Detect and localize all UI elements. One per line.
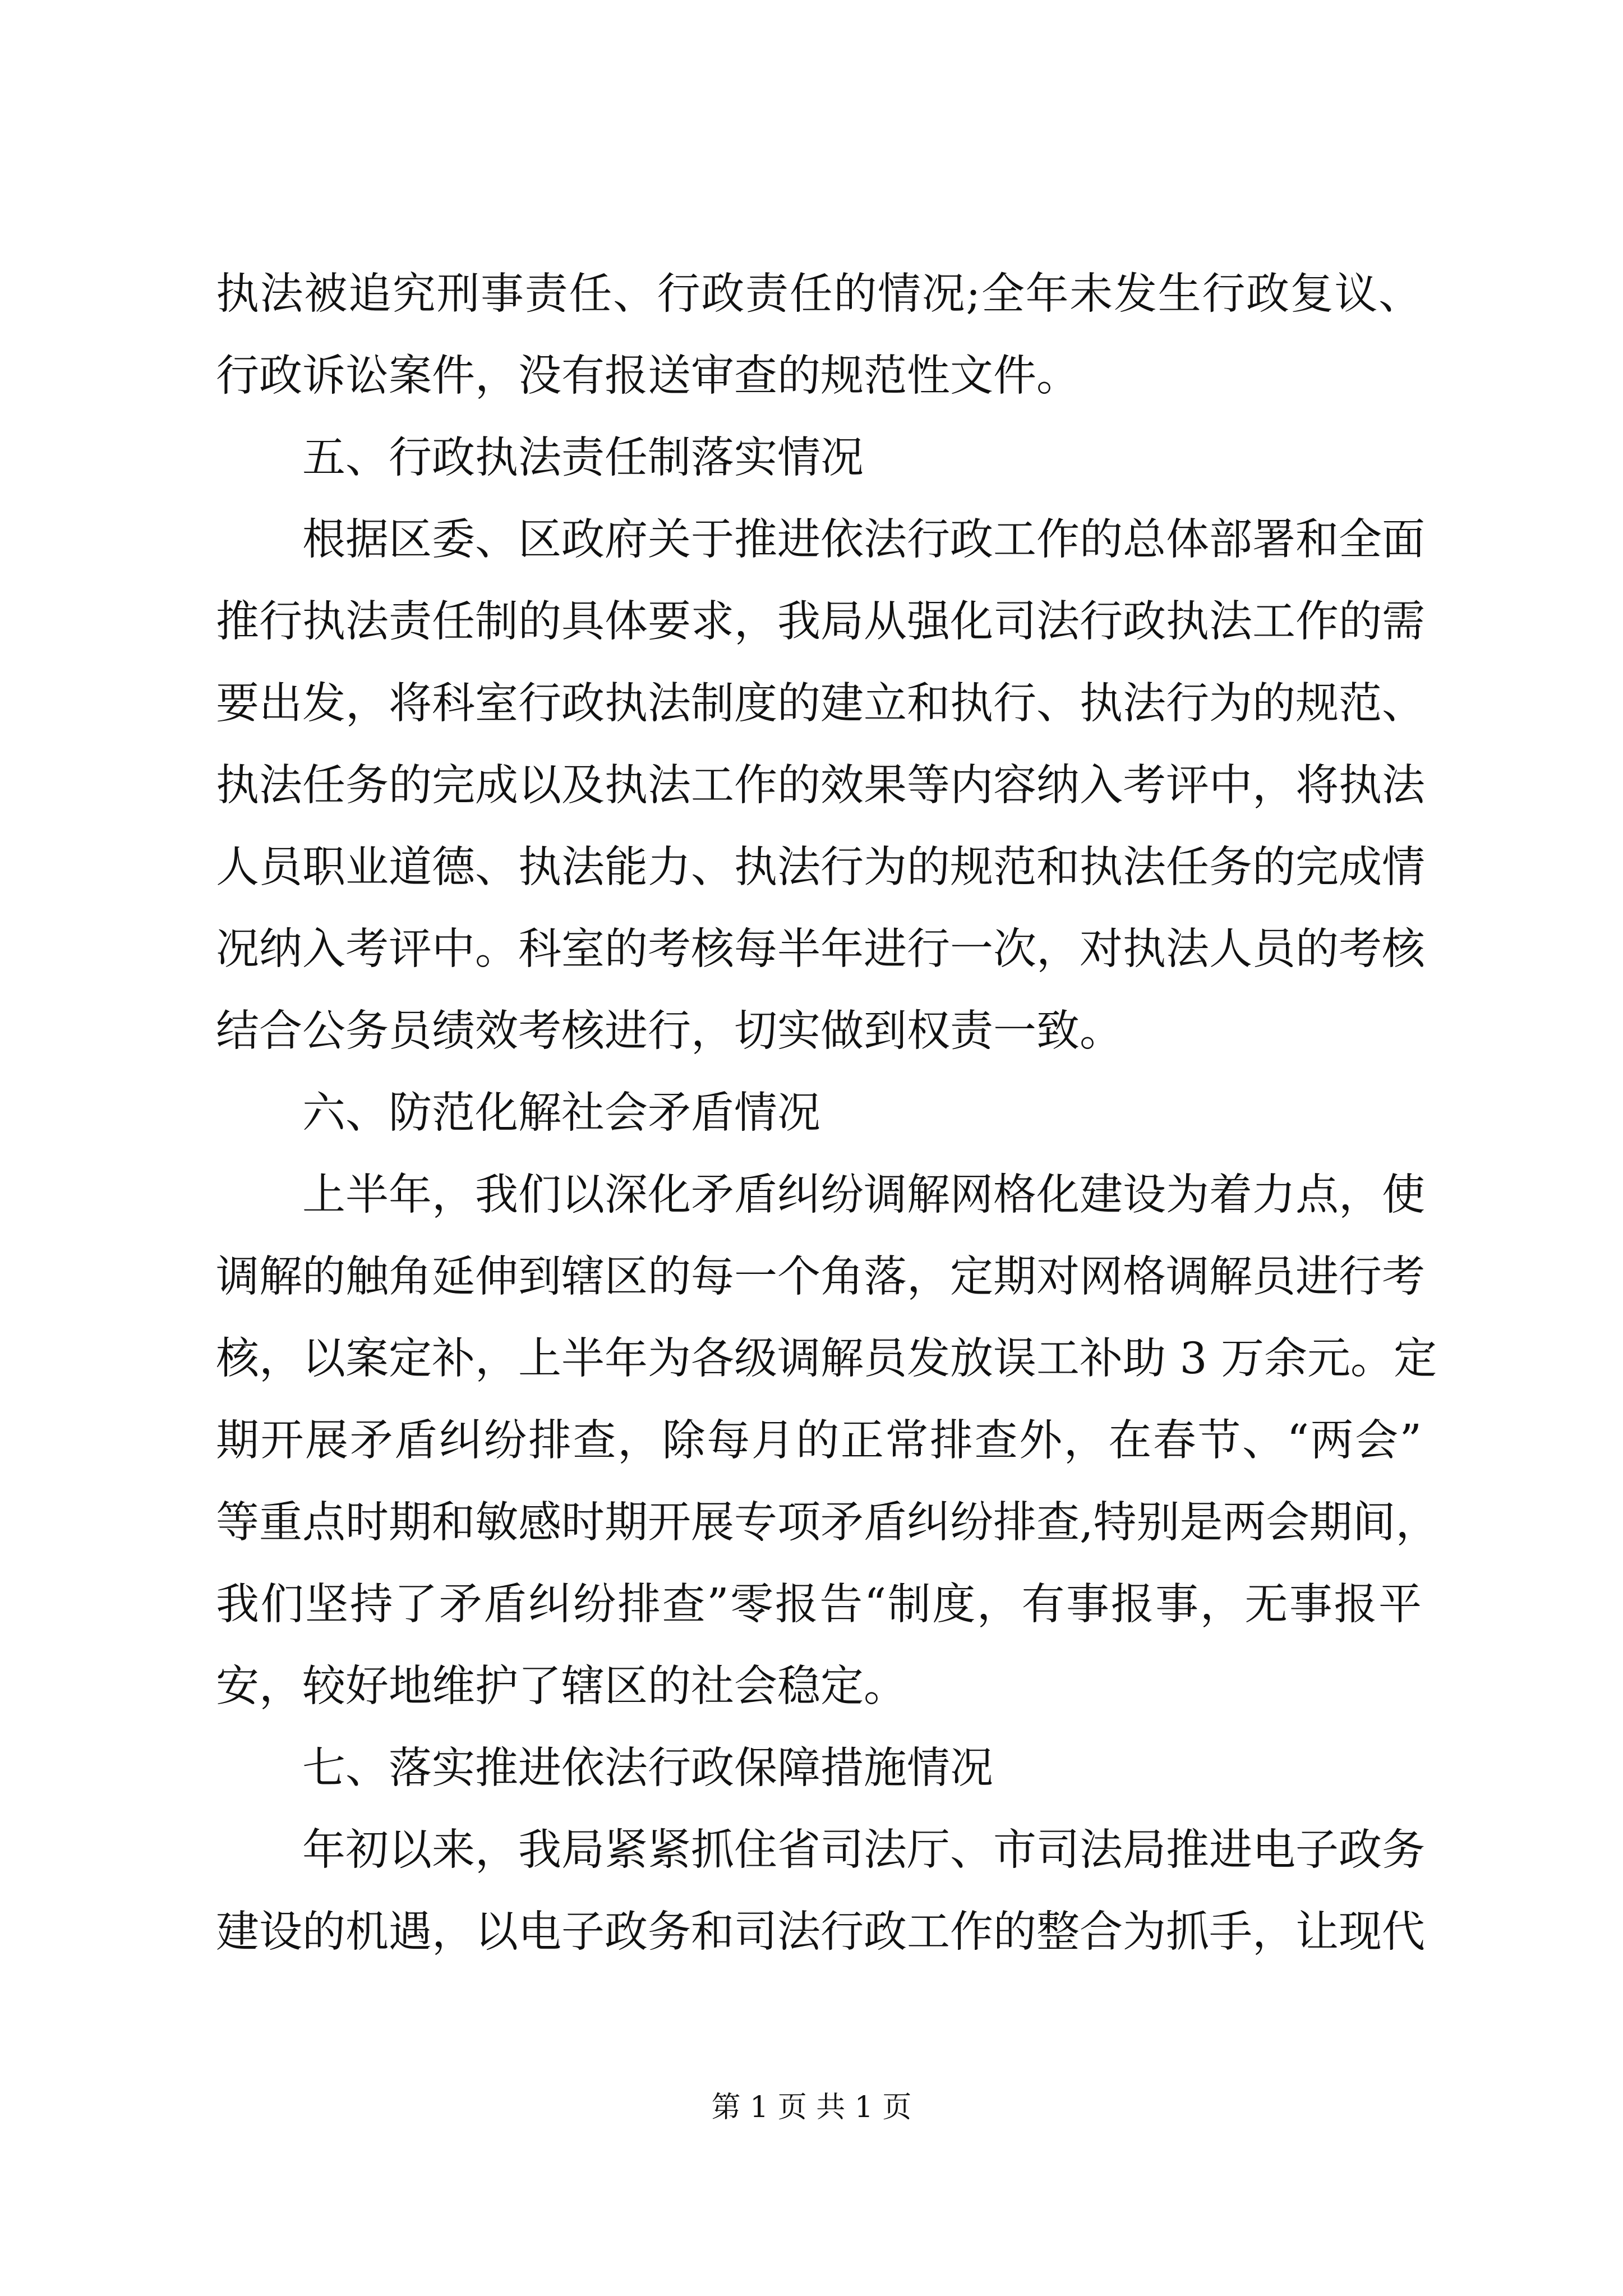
section-heading: 七、落实推进依法行政保障措施情况 — [302, 1743, 993, 1793]
text-line: 等重点时期和敏感时期开展专项矛盾纠纷排查,特别是两会期间， — [216, 1498, 1439, 1548]
section-heading: 五、行政执法责任制落实情况 — [302, 433, 864, 483]
text-line: 根据区委、区政府关于推进依法行政工作的总体部署和全面 — [302, 515, 1425, 565]
text-line: 核，以案定补，上半年为各级调解员发放误工补助 3 万余元。定 — [216, 1334, 1437, 1384]
section-heading: 六、防范化解社会矛盾情况 — [302, 1088, 820, 1138]
document-body — [216, 254, 1439, 1973]
text-line: 我们坚持了矛盾纠纷排查”零报告“制度，有事报事，无事报平 — [216, 1580, 1422, 1630]
text-line: 行政诉讼案件，没有报送审查的规范性文件。 — [216, 351, 1080, 401]
text-line: 上半年，我们以深化矛盾纠纷调解网格化建设为着力点，使 — [302, 1170, 1425, 1220]
text-line: 人员职业道德、执法能力、执法行为的规范和执法任务的完成情 — [216, 843, 1425, 892]
text-line: 执法任务的完成以及执法工作的效果等内容纳入考评中，将执法 — [216, 761, 1425, 811]
text-line: 推行执法责任制的具体要求，我局从强化司法行政执法工作的需 — [216, 597, 1425, 647]
text-line: 调解的触角延伸到辖区的每一个角落，定期对网格调解员进行考 — [216, 1252, 1425, 1302]
text-line: 结合公务员绩效考核进行，切实做到权责一致。 — [216, 1006, 1123, 1056]
text-line: 要出发，将科室行政执法制度的建立和执行、执法行为的规范、 — [216, 679, 1425, 729]
text-line: 况纳入考评中。科室的考核每半年进行一次，对执法人员的考核 — [216, 924, 1425, 974]
text-line: 安，较好地维护了辖区的社会稳定。 — [216, 1662, 907, 1711]
text-line: 建设的机遇，以电子政务和司法行政工作的整合为抓手，让现代 — [216, 1907, 1425, 1957]
text-line: 执法被追究刑事责任、行政责任的情况;全年未发生行政复议、 — [216, 269, 1422, 319]
text-line: 期开展矛盾纠纷排查，除每月的正常排查外，在春节、“两会” — [216, 1416, 1422, 1466]
text-line: 年初以来，我局紧紧抓住省司法厅、市司法局推进电子政务 — [302, 1825, 1425, 1875]
page-footer: 第 1 页 共 1 页 — [711, 2091, 912, 2124]
